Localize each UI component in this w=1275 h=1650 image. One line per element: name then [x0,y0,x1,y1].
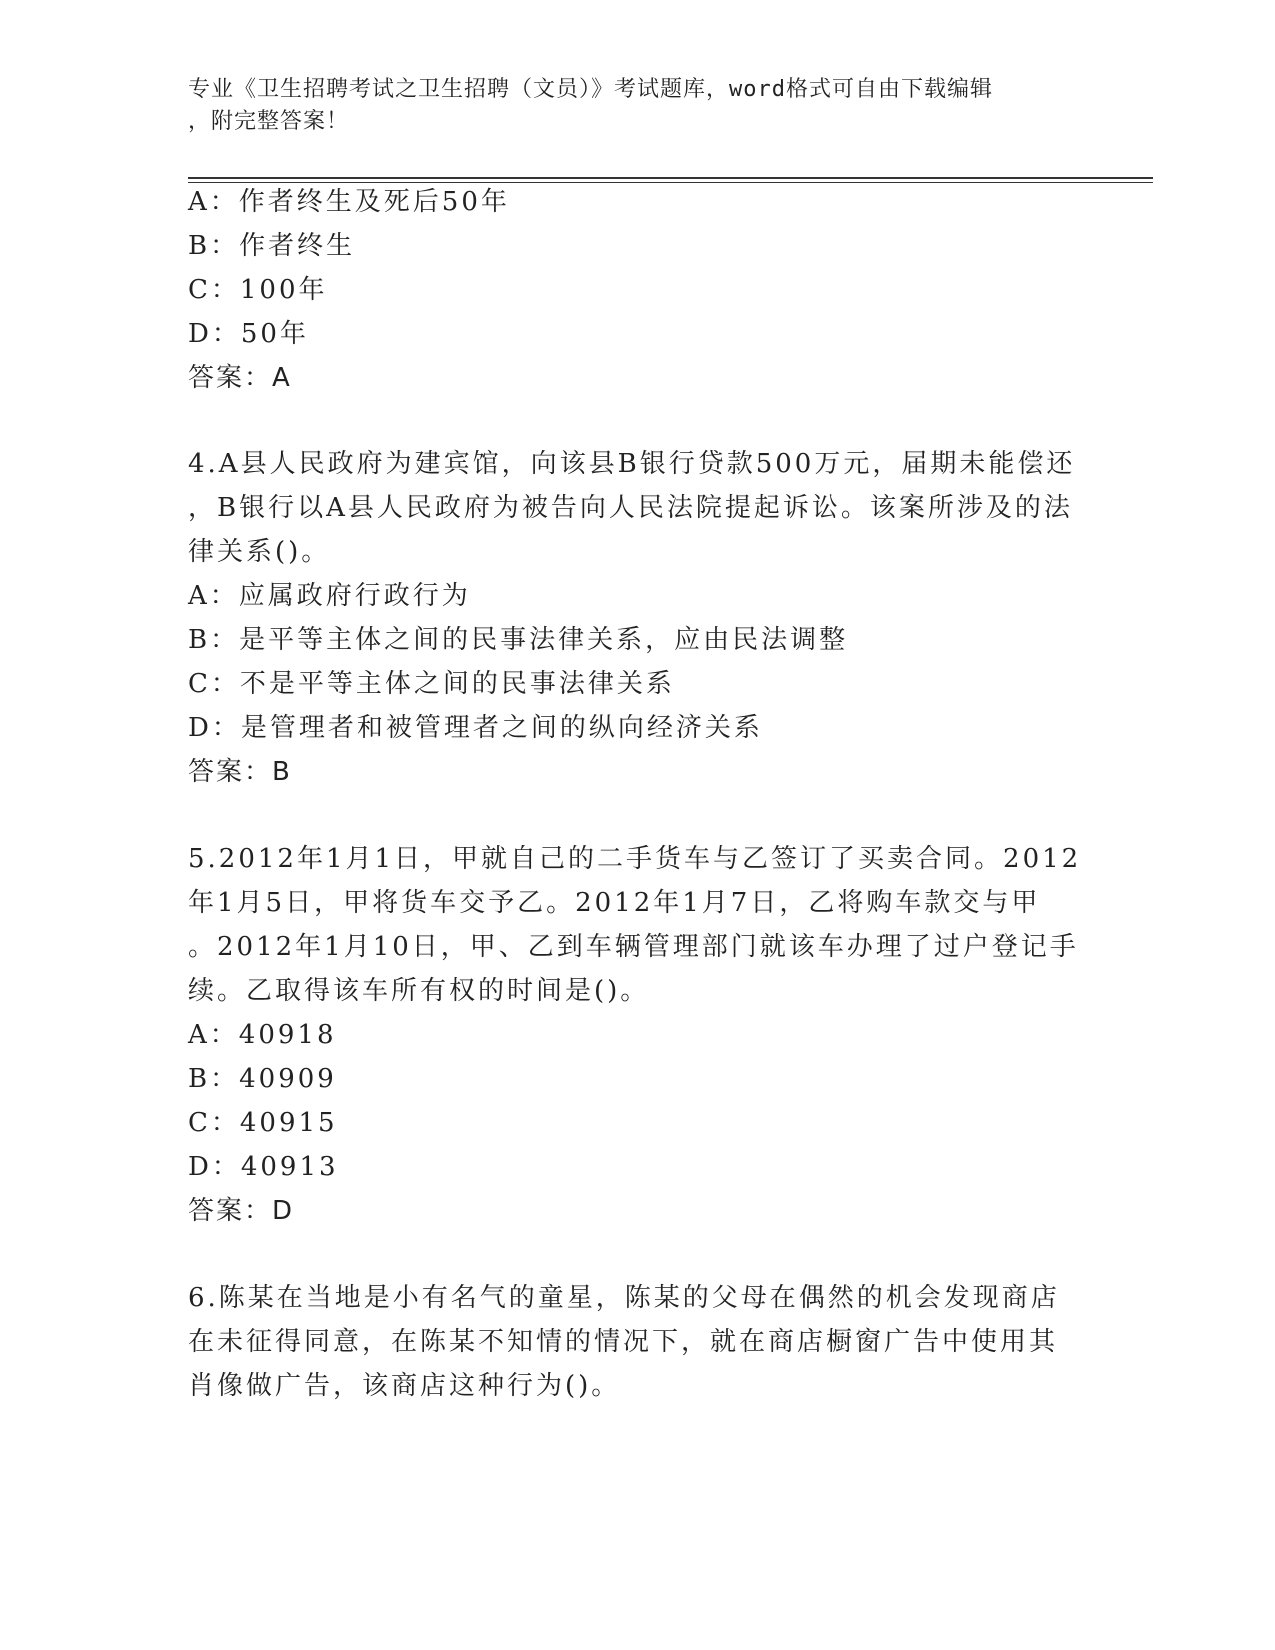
header-line-1: 专业《卫生招聘考试之卫生招聘（文员）》考试题库，word格式可自由下载编辑 [188,77,993,102]
q5-option-d: D：40913 [188,1152,339,1182]
q4-stem-line-1: 4.A县人民政府为建宾馆，向该县B银行贷款500万元，届期未能偿还 [188,449,1076,479]
q5-stem-line-1: 5.2012年1月1日，甲就自己的二手货车与乙签订了买卖合同。2012 [188,844,1082,874]
q3-answer: 答案：A [188,363,292,393]
q3-option-c: C：100年 [188,275,328,305]
q6-stem-line-3: 肖像做广告，该商店这种行为()。 [188,1371,621,1401]
q4-option-c: C：不是平等主体之间的民事法律关系 [188,669,675,699]
q5-stem-line-2: 年1月5日，甲将货车交予乙。2012年1月7日，乙将购车款交与甲 [188,888,1041,918]
q5-stem-line-3: 。2012年1月10日，甲、乙到车辆管理部门就该车办理了过户登记手 [188,932,1079,962]
q4-option-a: A：应属政府行政行为 [188,581,471,611]
q6-stem-line-1: 6.陈某在当地是小有名气的童星，陈某的父母在偶然的机会发现商店 [188,1283,1060,1313]
header-divider-thin [188,182,1153,183]
q4-stem-line-3: 律关系()。 [188,537,331,567]
header-divider [188,177,1153,179]
q4-answer: 答案：B [188,757,292,787]
q3-option-b: B：作者终生 [188,231,356,261]
q5-stem-line-4: 续。乙取得该车所有权的时间是()。 [188,976,650,1006]
q3-option-a: A：作者终生及死后50年 [188,187,510,217]
header-line-2: ，附完整答案！ [188,109,350,134]
document-header [188,74,1088,138]
q5-option-b: B：40909 [188,1064,337,1094]
q5-option-c: C：40915 [188,1108,338,1138]
q3-option-d: D：50年 [188,319,309,349]
q4-stem-line-2: ，B银行以A县人民政府为被告向人民法院提起诉讼。该案所涉及的法 [188,493,1073,523]
q6-stem-line-2: 在未征得同意，在陈某不知情的情况下，就在商店橱窗广告中使用其 [188,1327,1059,1357]
q5-option-a: A：40918 [188,1020,337,1050]
q4-option-b: B：是平等主体之间的民事法律关系，应由民法调整 [188,625,849,655]
q5-answer: 答案：D [188,1196,295,1226]
q4-option-d: D：是管理者和被管理者之间的纵向经济关系 [188,713,763,743]
